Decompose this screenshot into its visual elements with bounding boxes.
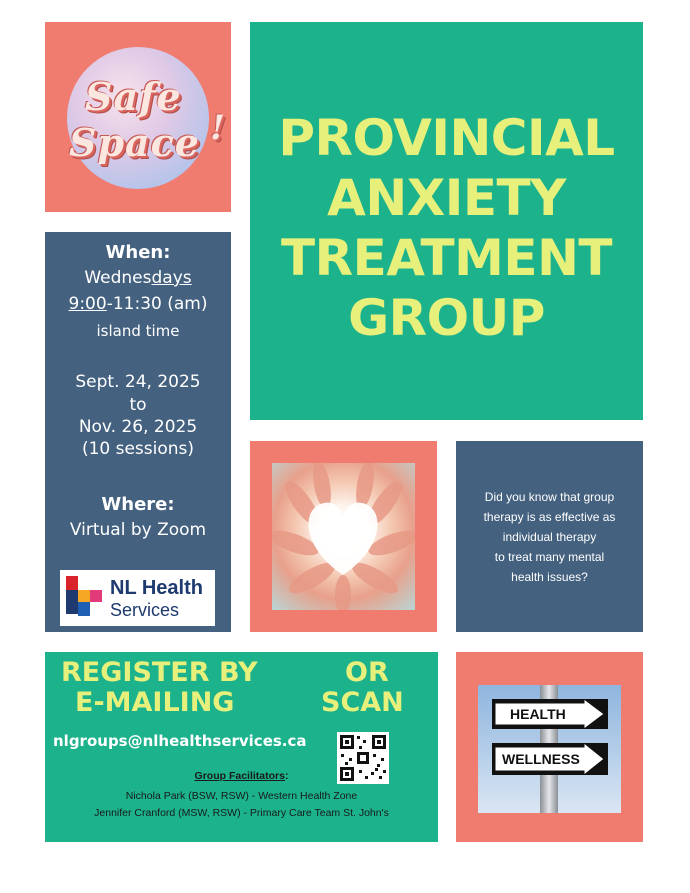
date-end: Nov. 26, 2025 [78, 417, 198, 437]
info-line-5: health issues? [511, 570, 588, 584]
when-day-suffix: days [151, 268, 192, 288]
where-value: Virtual by Zoom [69, 520, 207, 540]
session-count: (10 sessions) [81, 439, 195, 459]
info-line-2: therapy is as effective as [483, 510, 616, 524]
title-tile [250, 22, 643, 420]
heart-hands-image [272, 463, 415, 610]
date-start: Sept. 24, 2025 [75, 372, 201, 392]
or-label: OR [345, 657, 389, 688]
when-timezone: island time [96, 322, 180, 340]
when-time-start: 9:00 [68, 294, 107, 314]
org-sub: Services [110, 600, 180, 620]
heart-hands-tile [250, 441, 437, 632]
register-line-1: REGISTER BY [61, 657, 258, 688]
health-sign-label: HEALTH [510, 706, 566, 722]
scan-label: SCAN [321, 687, 404, 718]
safe-space-tile [45, 22, 231, 212]
info-line-1: Did you know that group [484, 490, 615, 504]
when-day-prefix: Wednes [84, 268, 152, 288]
org-name: NL Health [110, 577, 203, 599]
facilitator-1: Nichola Park (BSW, RSW) - Western Health Zone [125, 790, 358, 802]
info-text [464, 487, 635, 587]
when-time-rest: -11:30 (am) [106, 294, 208, 314]
heart-hands-illustration [272, 463, 415, 610]
health-wellness-image [478, 685, 621, 813]
wellness-sign-label: WELLNESS [502, 751, 580, 767]
wellness-sign [492, 743, 608, 775]
info-tile [456, 441, 643, 632]
safe-space-exclaim: ! [210, 108, 226, 148]
where-label: Where: [101, 494, 175, 515]
nl-health-mark-icon [64, 574, 108, 622]
safe-space-word-2: Space [69, 120, 200, 165]
nl-health-logo [60, 570, 215, 626]
facilitators-heading-text: Group Facilitators [194, 770, 285, 782]
info-line-3: individual therapy [502, 530, 597, 544]
when-label: When: [105, 242, 171, 263]
health-sign [492, 699, 608, 729]
title-line-4: GROUP [348, 289, 545, 347]
register-tile [45, 652, 438, 842]
safe-space-word-1: Safe [85, 74, 182, 119]
info-line-4: to treat many mental [494, 550, 605, 564]
health-wellness-tile [456, 652, 643, 842]
register-line-2: E-MAILING [75, 687, 235, 718]
date-to: to [129, 395, 147, 415]
title-line-3: TREATMENT [280, 229, 613, 287]
schedule-tile [45, 232, 231, 632]
page-title [250, 108, 643, 348]
title-line-2: ANXIETY [327, 169, 566, 227]
facilitators-heading: Group Facilitators: [194, 770, 289, 782]
registration-email-link[interactable]: nlgroups@nlhealthservices.ca [53, 732, 307, 750]
title-line-1: PROVINCIAL [278, 109, 615, 167]
facilitator-2: Jennifer Cranford (MSW, RSW) - Primary Care Team St. John's [94, 807, 389, 819]
when-day [45, 268, 231, 288]
when-time [45, 294, 231, 314]
